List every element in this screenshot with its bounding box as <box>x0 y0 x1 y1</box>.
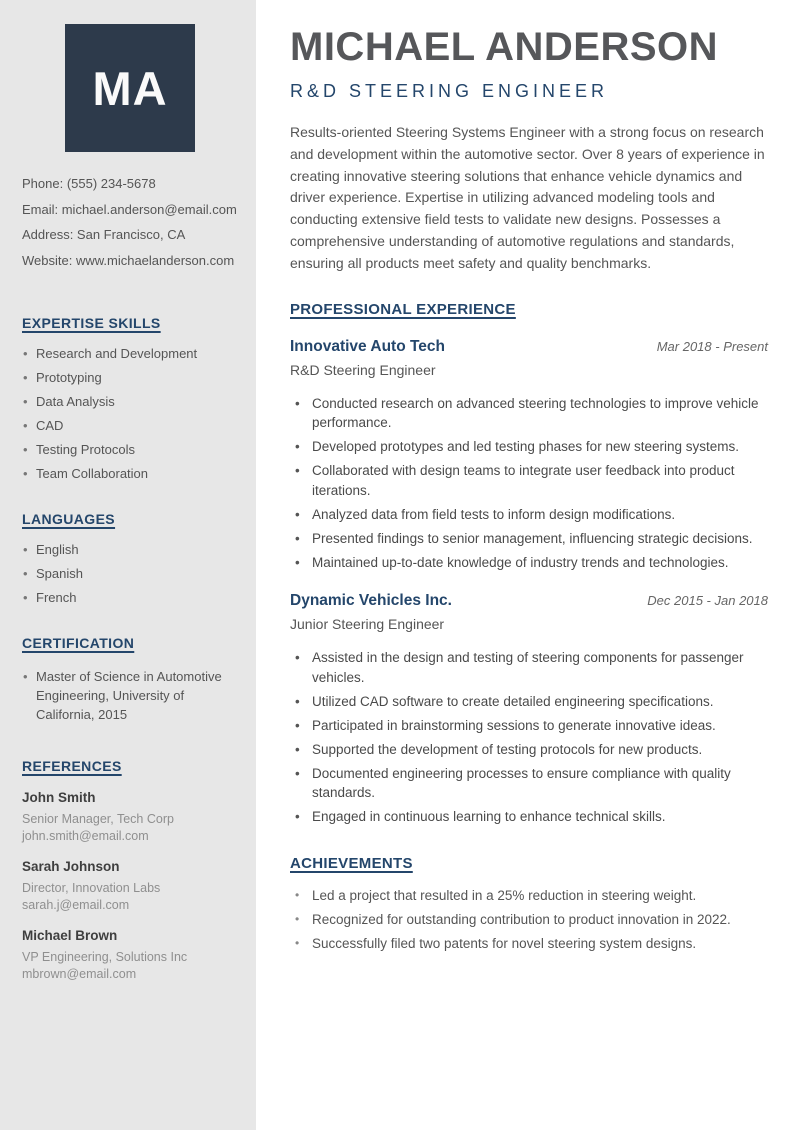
language-item: • Spanish <box>22 567 238 581</box>
contact-line: Address: San Francisco, CA <box>22 227 186 242</box>
skills-list <box>22 347 238 481</box>
achievements-list <box>295 886 768 954</box>
language-item: • French <box>22 591 238 605</box>
job-entry <box>290 338 768 573</box>
reference-title: Senior Manager, Tech Corp <box>22 811 174 826</box>
job-bullet-list <box>295 648 768 827</box>
job-header <box>290 338 768 356</box>
job-bullet: • Engaged in continuous learning to enhance technical skills. <box>295 807 768 827</box>
reference-name: John Smith <box>22 789 96 805</box>
skill-item: • Team Collaboration <box>22 467 238 481</box>
achievements-heading: ACHIEVEMENTS <box>290 854 413 872</box>
certification-heading: CERTIFICATION <box>22 634 135 651</box>
job-header <box>290 592 768 610</box>
certification-item: • Master of Science in Automotive Engineering, University of California, 2015 <box>22 667 238 724</box>
reference-entry <box>22 928 238 983</box>
job-company: Innovative Auto Tech <box>290 337 446 355</box>
achievement-item: • Successfully filed two patents for novel steering system designs. <box>295 934 768 954</box>
reference-name: Michael Brown <box>22 927 118 943</box>
reference-title: VP Engineering, Solutions Inc <box>22 949 188 964</box>
job-bullet: • Presented findings to senior management, influencing strategic decisions. <box>295 529 768 549</box>
job-bullet: • Participated in brainstorming sessions to generate innovative ideas. <box>295 716 768 736</box>
reference-entry <box>22 790 238 845</box>
contact-line: Email: michael.anderson@email.com <box>22 201 237 217</box>
avatar-initials: MA <box>92 61 168 115</box>
reference-email: sarah.j@email.com <box>22 897 130 912</box>
person-name: MICHAEL ANDERSON <box>290 25 719 69</box>
languages-heading: LANGUAGES <box>22 510 116 527</box>
contact-line: Website: www.michaelanderson.com <box>22 252 235 268</box>
skill-item: • Data Analysis <box>22 395 238 409</box>
avatar <box>65 24 195 152</box>
reference-email: john.smith@email.com <box>22 828 149 843</box>
contact-info <box>22 175 238 269</box>
job-bullet: • Maintained up-to-date knowledge of industry trends and technologies. <box>295 553 768 573</box>
job-bullet: • Assisted in the design and testing of steering components for passenger vehicles. <box>295 648 768 687</box>
job-dates: Mar 2018 - Present <box>656 338 768 354</box>
reference-email: mbrown@email.com <box>22 966 137 981</box>
contact-line: Phone: (555) 234-5678 <box>22 176 156 191</box>
language-item: • English <box>22 543 238 557</box>
job-company: Dynamic Vehicles Inc. <box>290 592 452 610</box>
main-content <box>290 0 768 958</box>
job-role: R&D Steering Engineer <box>290 361 436 378</box>
sidebar <box>0 0 256 1130</box>
job-bullet: • Utilized CAD software to create detailed engineering specifications. <box>295 692 768 712</box>
achievement-item: • Recognized for outstanding contribution to product innovation in 2022. <box>295 910 768 930</box>
experience-heading: PROFESSIONAL EXPERIENCE <box>290 300 516 318</box>
certification-list <box>22 667 238 724</box>
job-dates: Dec 2015 - Jan 2018 <box>647 593 768 609</box>
job-entry <box>290 592 768 827</box>
achievement-item: • Led a project that resulted in a 25% reduction in steering weight. <box>295 886 768 906</box>
summary-paragraph: Results-oriented Steering Systems Engineer with a strong focus on research and development within the automotive sector. Over 8 years of experience in creating innovative steering solutions that enhance vehicle dynamics and driver experience. Expertise in utilizing advanced modeling tools and conducting extensive field tests to validate new designs. Possesses a comprehensive understanding of automotive regulations and standards, ensuring all products meet safety and quality benchmarks. <box>290 124 765 271</box>
job-bullet: • Developed prototypes and led testing phases for new steering systems. <box>295 437 768 457</box>
references-list <box>22 790 238 983</box>
reference-title: Director, Innovation Labs <box>22 880 161 895</box>
skills-heading: EXPERTISE SKILLS <box>22 314 161 331</box>
job-bullet: • Conducted research on advanced steering technologies to improve vehicle performance. <box>295 394 768 433</box>
skill-item: • Prototyping <box>22 371 238 385</box>
job-role: Junior Steering Engineer <box>290 616 445 633</box>
reference-name: Sarah Johnson <box>22 858 120 874</box>
skill-item: • Testing Protocols <box>22 443 238 457</box>
languages-list <box>22 543 238 605</box>
job-bullet: • Documented engineering processes to ensure compliance with quality standards. <box>295 764 768 803</box>
job-bullet-list <box>295 394 768 573</box>
job-bullet: • Collaborated with design teams to integrate user feedback into product iterations. <box>295 461 768 500</box>
reference-entry <box>22 859 238 914</box>
skill-item: • CAD <box>22 419 238 433</box>
job-bullet: • Supported the development of testing protocols for new products. <box>295 740 768 760</box>
skill-item: • Research and Development <box>22 347 238 361</box>
job-bullet: • Analyzed data from field tests to inform design modifications. <box>295 505 768 525</box>
references-heading: REFERENCES <box>22 757 122 774</box>
person-title: R&D STEERING ENGINEER <box>290 81 609 101</box>
